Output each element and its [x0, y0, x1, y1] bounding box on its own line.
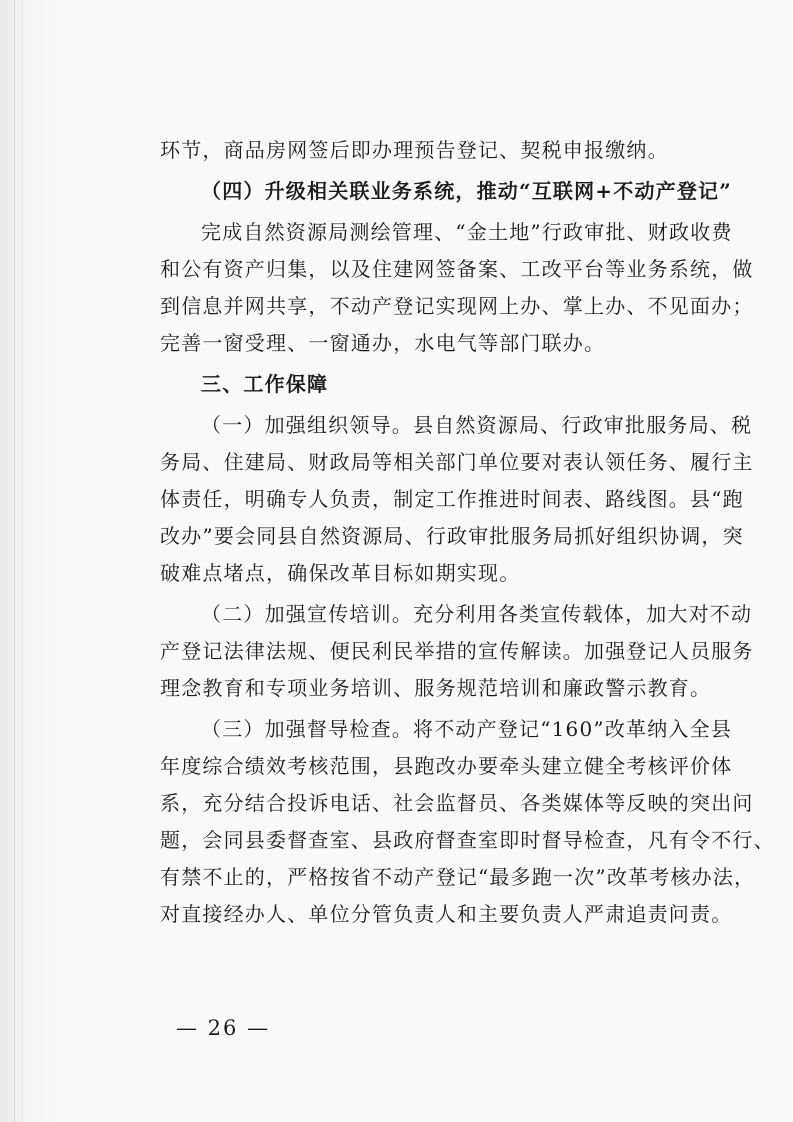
text-line: 完善一窗受理、一窗通办，水电气等部门联办。 — [160, 331, 606, 355]
text-line: 产登记法律法规、便民利民举措的宣传解读。加强登记人员服务 — [160, 639, 754, 663]
paragraph — [160, 407, 754, 592]
text-line: 有禁不止的，严格按省不动产登记“最多跑一次”改革考核办法， — [160, 865, 756, 889]
text-line: 年度综合绩效考核范围，县跑改办要牵头建立健全考核评价体 — [160, 754, 733, 778]
text-line: 到信息并网共享，不动产登记实现网上办、掌上办、不见面办； — [160, 294, 754, 318]
paragraph — [160, 214, 754, 362]
text-line: 三、工作保障 — [201, 372, 329, 396]
section-heading — [160, 173, 732, 210]
text-line: （三）加强督导检查。将不动产登记“160”改革纳入全县 — [201, 717, 733, 741]
text-line: 和公有资产归集，以及住建网签备案、工改平台等业务系统，做 — [160, 257, 754, 281]
text-line: 系，充分结合投诉电话、社会监督员、各类媒体等反映的突出问 — [160, 791, 754, 815]
text-line: 完成自然资源局测绘管理、“金土地”行政审批、财政收费 — [201, 220, 733, 244]
text-line: （一）加强组织领导。县自然资源局、行政审批服务局、税 — [201, 413, 753, 437]
section-heading — [160, 366, 720, 403]
paragraph — [160, 711, 775, 933]
text-line: 破难点堵点，确保改革目标如期实现。 — [160, 561, 521, 585]
text-line: 理念教育和专项业务培训、服务规范培训和廉政警示教育。 — [160, 676, 712, 700]
paragraph — [160, 132, 720, 169]
text-line: 体责任，明确专人负责，制定工作推进时间表、路线图。县“跑 — [160, 487, 744, 511]
text-line: 务局、住建局、财政局等相关部门单位要对表认领任务、履行主 — [160, 450, 754, 474]
text-line: （二）加强宣传培训。充分利用各类宣传载体，加大对不动 — [201, 602, 753, 626]
page-number: — 26 — — [176, 1016, 271, 1040]
text-line: 对直接经办人、单位分管负责人和主要负责人严肃追责问责。 — [160, 902, 733, 926]
text-line: 题，会同县委督查室、县政府督查室即时督导检查，凡有令不行、 — [160, 828, 775, 852]
text-line: （四）升级相关联业务系统，推动“互联网+不动产登记” — [201, 179, 732, 203]
paragraph — [160, 596, 754, 707]
text-line: 环节，商品房网签后即办理预告登记、契税申报缴纳。 — [160, 138, 669, 162]
document-body — [160, 132, 775, 937]
page-edge-shadow — [14, 0, 15, 1122]
page-edge-shadow — [22, 0, 23, 1122]
text-line: 改办”要会同县自然资源局、行政审批服务局抓好组织协调，突 — [160, 524, 744, 548]
